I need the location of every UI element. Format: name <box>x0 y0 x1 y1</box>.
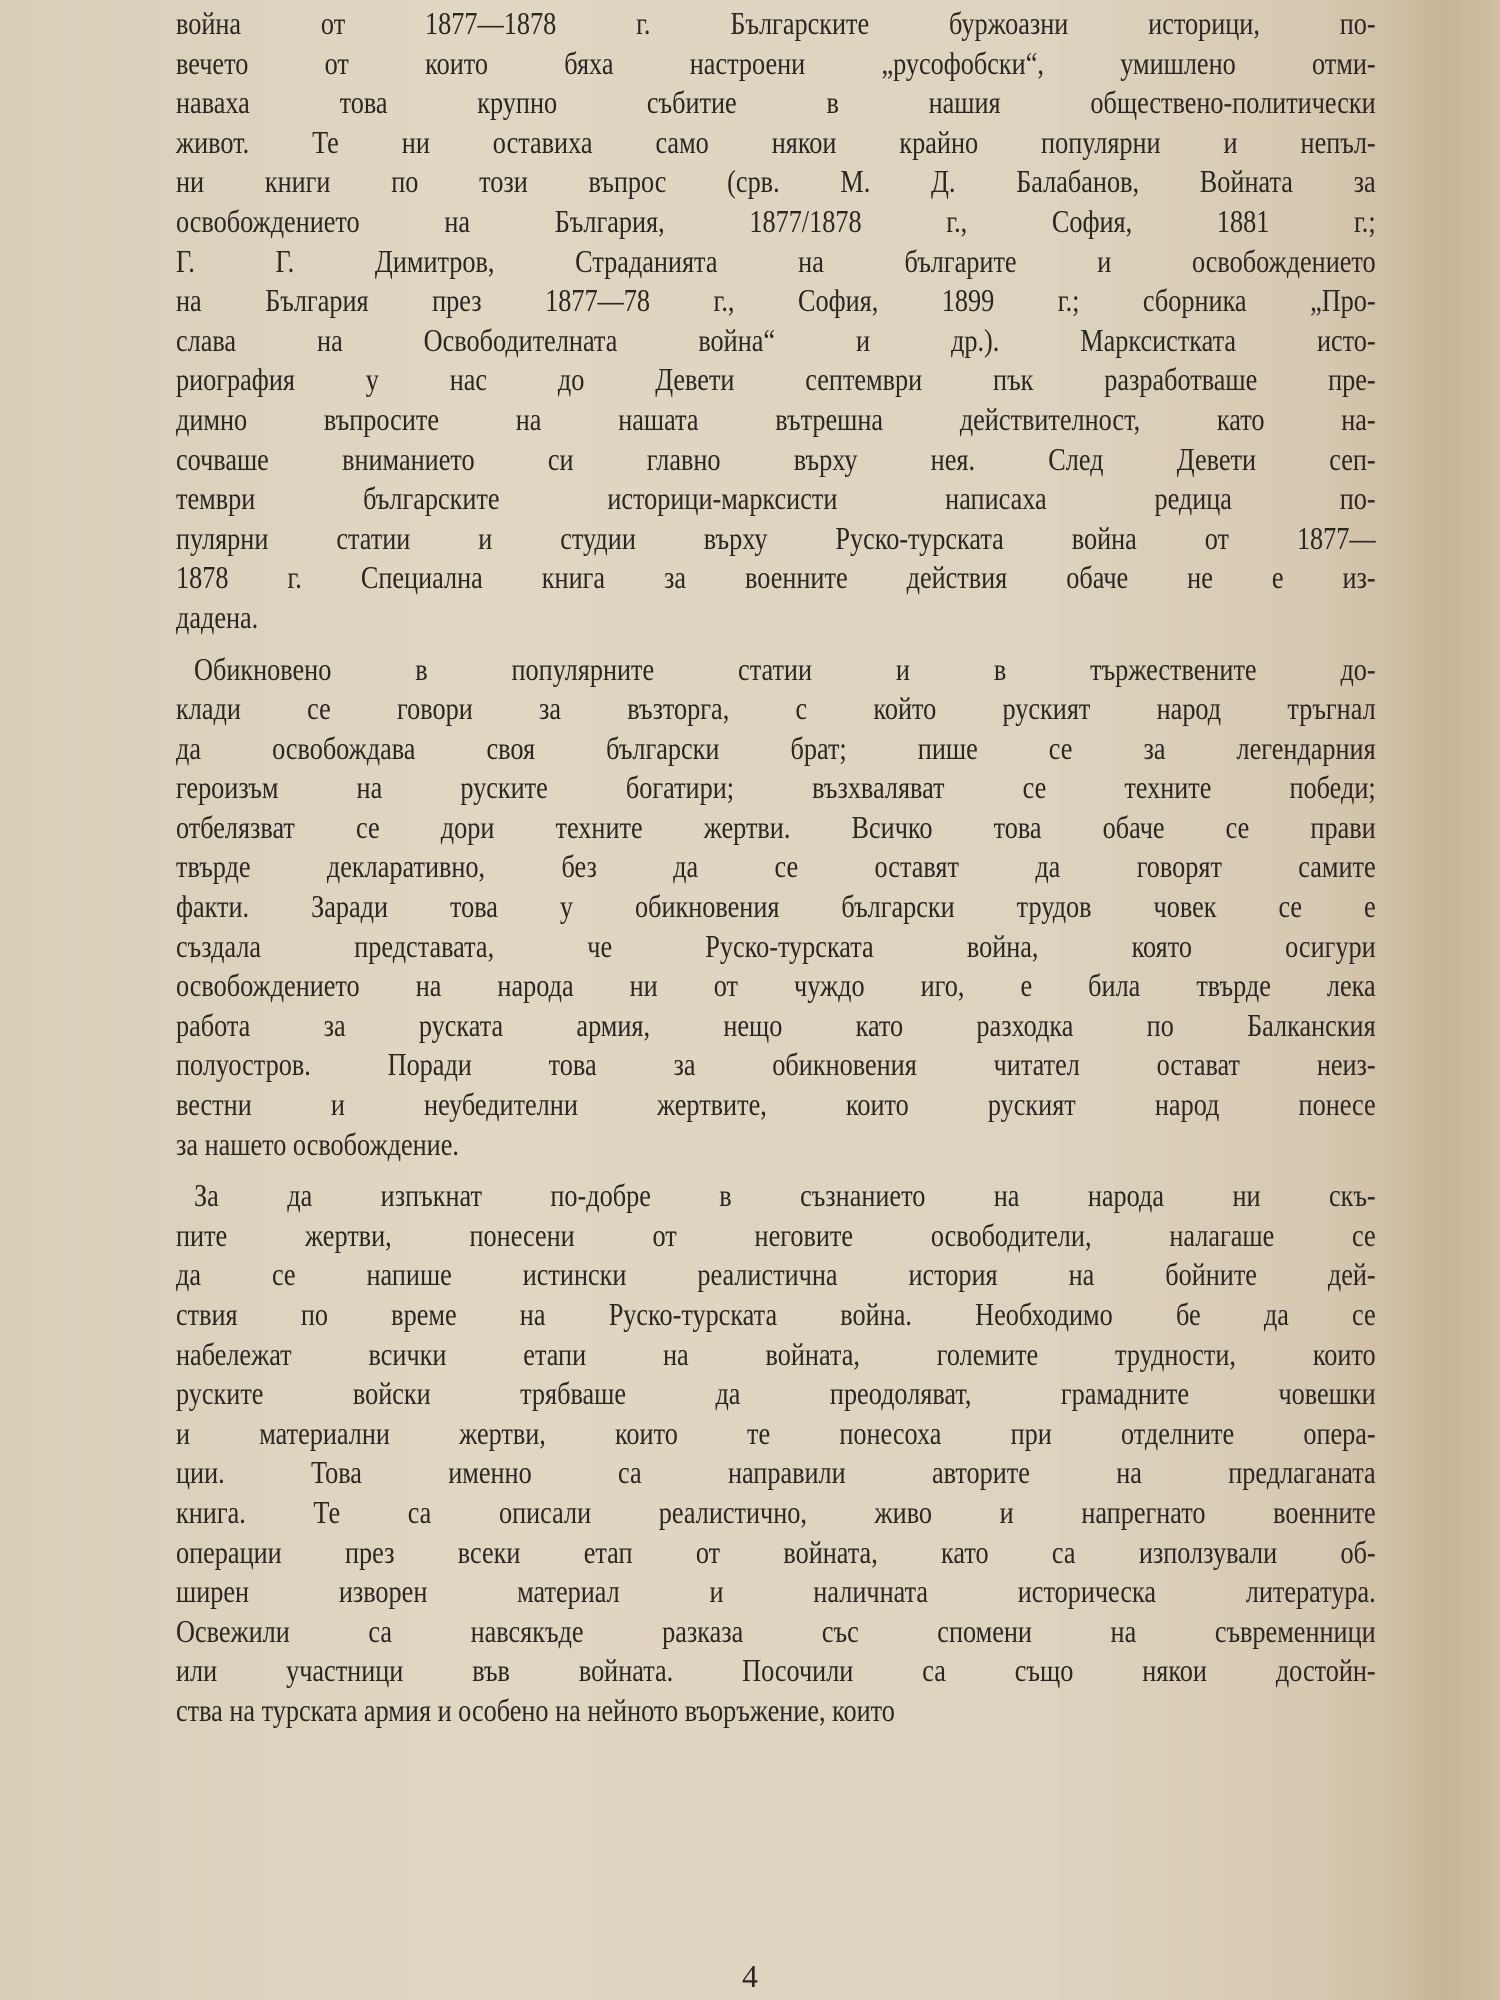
text-line: слава на Освободителната война“ и др.). Марксистката исто- <box>176 321 1376 358</box>
text-line: война от 1877—1878 г. Българските буржоазни историци, по- <box>176 5 1376 41</box>
text-line: полуостров. Поради това за обикновения читател остават неиз- <box>176 1046 1376 1083</box>
text-line: Обикновено в популярните статии и в тържествените до- <box>194 650 1376 687</box>
text-line: пулярни статии и студии върху Руско-турската война от 1877— <box>176 519 1376 556</box>
text-line: живот. Те ни оставиха само някои крайно популярни и непъл- <box>176 123 1376 160</box>
text-line: набележат всички етапи на войната, големите трудности, които <box>176 1335 1376 1372</box>
text-line: ширен изворен материал и наличната историческа литература. <box>176 1573 1376 1610</box>
text-line: ции. Това именно са направили авторите на предлаганата <box>176 1454 1376 1491</box>
text-line: факти. Заради това у обикновения български трудов човек се е <box>176 888 1376 925</box>
paragraph-gap <box>176 1164 1160 1176</box>
text-line: ствия по време на Руско-турската война. Необходимо бе да се <box>176 1296 1376 1332</box>
text-line: наваха това крупно събитие в нашия обществено-политически <box>176 84 1376 121</box>
text-line: ства на турската армия и особено на нейното въоръжение, които <box>176 1691 895 1728</box>
text-line: твърде декларативно, без да се оставят да говорят самите <box>176 848 1376 885</box>
page-curve-shadow <box>1410 0 1500 2000</box>
text-line: За да изпъкнат по-добре в съзнанието на народа ни скъ- <box>194 1177 1376 1214</box>
text-line: или участници във войната. Посочили са също някои достойн- <box>176 1652 1376 1689</box>
text-line: вестни и неубедителни жертвите, които руският народ понесе <box>176 1086 1376 1123</box>
text-line: да освобождава своя български брат; пише се за легендарния <box>176 729 1376 766</box>
paragraph-gap <box>176 638 1160 650</box>
text-line: героизъм на руските богатири; възхваляват се техните победи; <box>176 769 1376 806</box>
text-line: освобождението на България, 1877/1878 г., София, 1881 г.; <box>176 202 1376 239</box>
text-line: отбелязват се дори техните жертви. Всичко това обаче се прави <box>176 808 1376 845</box>
paragraph <box>176 650 1376 1165</box>
text-line: вечето от които бяха настроени „русофобски“, умишлено отми- <box>176 44 1376 81</box>
text-line: клади се говори за възторга, с който руският народ тръгнал <box>176 690 1376 727</box>
text-line: книга. Те са описали реалистично, живо и напрегнато военните <box>176 1493 1376 1530</box>
text-line: риография у нас до Девети септември пък разработваше пре- <box>176 361 1376 398</box>
text-line: 1878 г. Специална книга за военните действия обаче не е из- <box>176 559 1376 596</box>
text-line: работа за руската армия, нещо като разходка по Балканския <box>176 1006 1376 1043</box>
text-line: да се напише истински реалистична история на бойните дей- <box>176 1256 1376 1293</box>
text-line: за нашето освобождение. <box>176 1125 459 1162</box>
page-number: 4 <box>742 1958 758 1994</box>
text-line: димно въпросите на нашата вътрешна действителност, като на- <box>176 400 1376 437</box>
text-line: тември българските историци-марксисти написаха редица по- <box>176 480 1376 517</box>
text-line: пите жертви, понесени от неговите освободители, налагаше се <box>176 1216 1376 1253</box>
paragraph <box>176 1176 1376 1730</box>
text-line: руските войски трябваше да преодоляват, грамадните човешки <box>176 1375 1376 1412</box>
text-line: дадена. <box>176 598 259 635</box>
paragraph <box>176 4 1376 638</box>
text-column <box>176 4 1376 1731</box>
text-line: на България през 1877—78 г., София, 1899 г.; сборника „Про- <box>176 282 1376 319</box>
text-line: Г. Г. Димитров, Страданията на българите и освобождението <box>176 242 1376 279</box>
text-line: освобождението на народа ни от чуждо иго, е била твърде лека <box>176 967 1376 1004</box>
text-line: Освежили са навсякъде разказа със спомени на съвременници <box>176 1612 1376 1649</box>
text-line: създала представата, че Руско-турската война, която осигури <box>176 927 1376 964</box>
text-line: и материални жертви, които те понесоха при отделните опера- <box>176 1414 1376 1451</box>
text-line: ни книги по този въпрос (срв. М. Д. Балабанов, Войната за <box>176 163 1376 200</box>
text-line: сочваше вниманието си главно върху нея. След Девети сеп- <box>176 440 1376 477</box>
text-line: операции през всеки етап от войната, като са използували об- <box>176 1533 1376 1570</box>
